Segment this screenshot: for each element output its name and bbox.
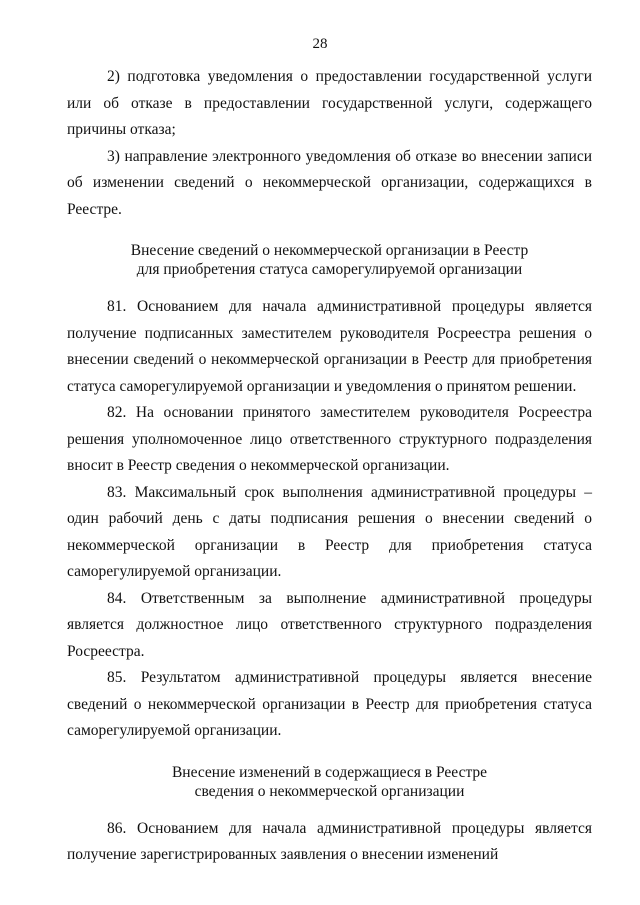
paragraph-item-2: 2) подготовка уведомления о предоставлении государственной услуги или об отказе в предоставлении государственной услуги, содержащего причины отказа; (67, 68, 592, 138)
paragraph-85: 85. Результатом административной процедуры является внесение сведений о некоммерческой организации в Реестр для приобретения статуса саморегулируемой организации. (67, 669, 592, 739)
paragraph-86: 86. Основанием для начала административной процедуры является получение зарегистрированных заявления о внесении изменений (67, 819, 592, 863)
section-heading-2-line2: сведения о некоммерческой организации (194, 782, 465, 800)
paragraph-item-3: 3) направление электронного уведомления об отказе во внесении записи об изменении сведений о некоммерческой организации, содержащихся в Реестре. (67, 147, 592, 218)
paragraph-82: 82. На основании принятого заместителем руководителя Росреестра решения уполномоченное лицо ответственного структурного подразделения вносит в Реестр сведения о некоммерческой организации. (67, 404, 592, 474)
paragraph-81: 81. Основанием для начала административной процедуры является получение подписанных заместителем руководителя Росреестра решения о внесении сведений о некоммерческой организации в Реестр для приобретения статуса саморегулируемой организации и уведомления о принятом решении. (67, 298, 592, 395)
paragraph-83: 83. Максимальный срок выполнения административной процедуры – один рабочий день с даты подписания решения о внесении сведений о некоммерческой организации в Реестр для приобретения статуса саморегулируемой организации. (67, 483, 592, 580)
section-heading-2-line1: Внесение изменений в содержащиеся в Реестре (171, 763, 488, 781)
paragraph-84: 84. Ответственным за выполнение административной процедуры является должностное лицо ответственного структурного подразделения Росреестра. (67, 589, 592, 660)
section-heading-1-line2: для приобретения статуса саморегулируемой организации (136, 261, 523, 278)
section-heading-1-line1: Внесение сведений о некоммерческой организации в Реестр (130, 242, 529, 259)
page-number: 28 (312, 36, 328, 52)
document-body (67, 64, 592, 869)
